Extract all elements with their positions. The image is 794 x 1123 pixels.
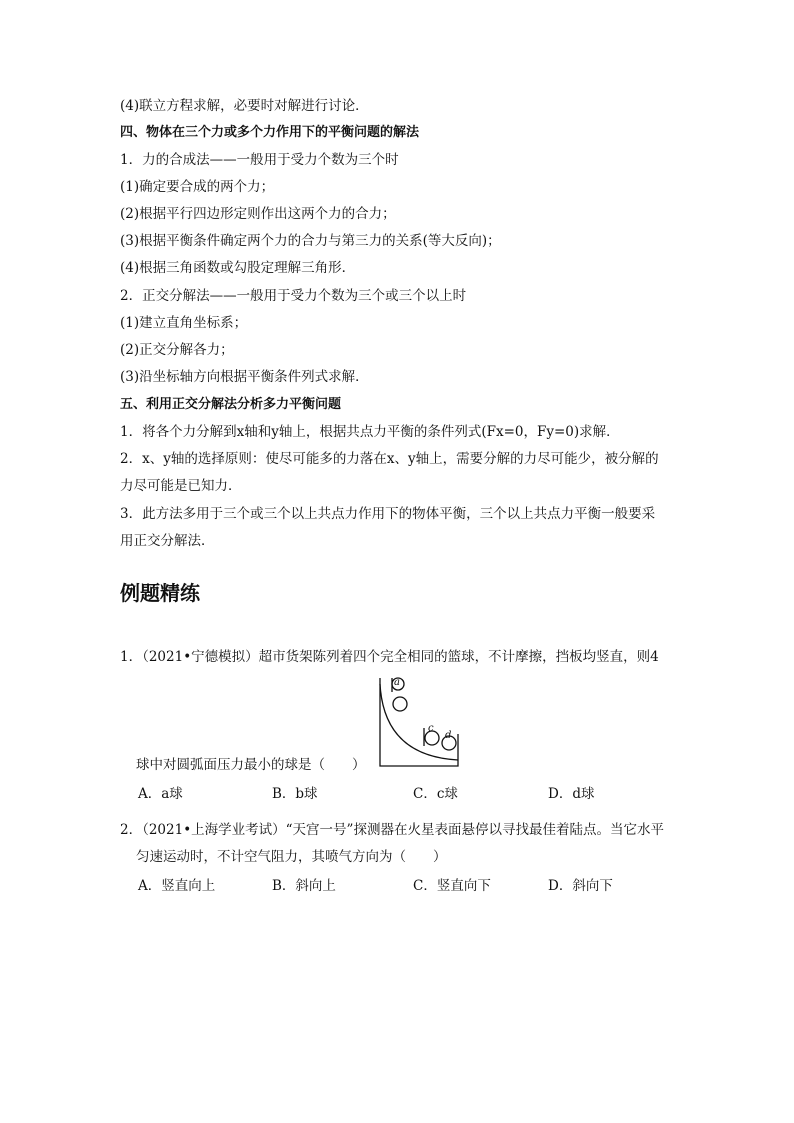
q2-stem-line-1: 2．（2021•上海学业考试）“天宫一号”探测器在火星表面悬停以寻找最佳着陆点。当它水平 [120, 822, 664, 838]
ball-b [393, 697, 407, 711]
shelf-arc [380, 684, 458, 760]
q2-stem-line-2: 匀速运动时，不计空气阻力，其喷气方向为（ ） [136, 849, 447, 865]
label-a: a [394, 677, 400, 688]
text-line-15: 力尽可能是已知力． [120, 478, 242, 494]
text-line-8: 2．正交分解法——一般用于受力个数为三个或三个以上时 [120, 288, 467, 304]
q1-option-b[interactable]: B．b球 [272, 786, 318, 802]
q1-option-d[interactable]: D．d球 [548, 786, 595, 802]
section-title: 例题精练 [120, 581, 200, 605]
text-line-14: 2．x、y轴的选择原则：使尽可能多的力落在x、y轴上，需要分解的力尽可能少，被分解的 [120, 451, 659, 467]
q1-stem-line-2: 球中对圆弧面压力最小的球是（ ） [136, 757, 366, 773]
q1-option-a[interactable]: A．a球 [138, 786, 183, 802]
subheading-five: 五、利用正交分解法分析多力平衡问题 [120, 397, 342, 412]
text-line-11: (3)沿坐标轴方向根据平衡条件列式求解． [120, 369, 369, 385]
q2-option-b[interactable]: B．斜向上 [272, 878, 336, 894]
q2-option-c[interactable]: C．竖直向下 [413, 878, 491, 894]
q2-option-a[interactable]: A．竖直向上 [138, 878, 216, 894]
text-line-7: (4)根据三角函数或勾股定理解三角形． [120, 260, 356, 276]
label-d: d [445, 730, 452, 741]
text-line-10: (2)正交分解各力； [120, 342, 234, 358]
subheading-four: 四、物体在三个力或多个力作用下的平衡问题的解法 [120, 125, 420, 140]
text-line-5: (2)根据平行四边形定则作出这两个力的合力； [120, 206, 396, 222]
label-c: c [428, 723, 434, 734]
text-line-4: (1)确定要合成的两个力； [120, 179, 275, 195]
text-line-16: 3．此方法多用于三个或三个以上共点力作用下的物体平衡，三个以上共点力平衡一般要采 [120, 506, 656, 522]
text-line-9: (1)建立直角坐标系； [120, 315, 248, 331]
text-line-6: (3)根据平衡条件确定两个力的合力与第三力的关系(等大反向)； [120, 233, 501, 249]
text-line-17: 用正交分解法． [120, 533, 215, 549]
text-line-3: 1．力的合成法——一般用于受力个数为三个时 [120, 152, 399, 168]
text-line-1: (4)联立方程求解，必要时对解进行讨论． [120, 98, 369, 114]
text-line-13: 1．将各个力分解到x轴和y轴上，根据共点力平衡的条件列式(Fx=0，Fy=0)求解． [120, 424, 620, 440]
q1-stem-line-1: 1．（2021•宁德模拟）超市货架陈列着四个完全相同的篮球，不计摩擦，挡板均竖直，则4 [120, 649, 659, 665]
q1-option-c[interactable]: C．c球 [413, 786, 458, 802]
shelf-figure [376, 676, 460, 768]
q2-option-d[interactable]: D．斜向下 [548, 878, 613, 894]
